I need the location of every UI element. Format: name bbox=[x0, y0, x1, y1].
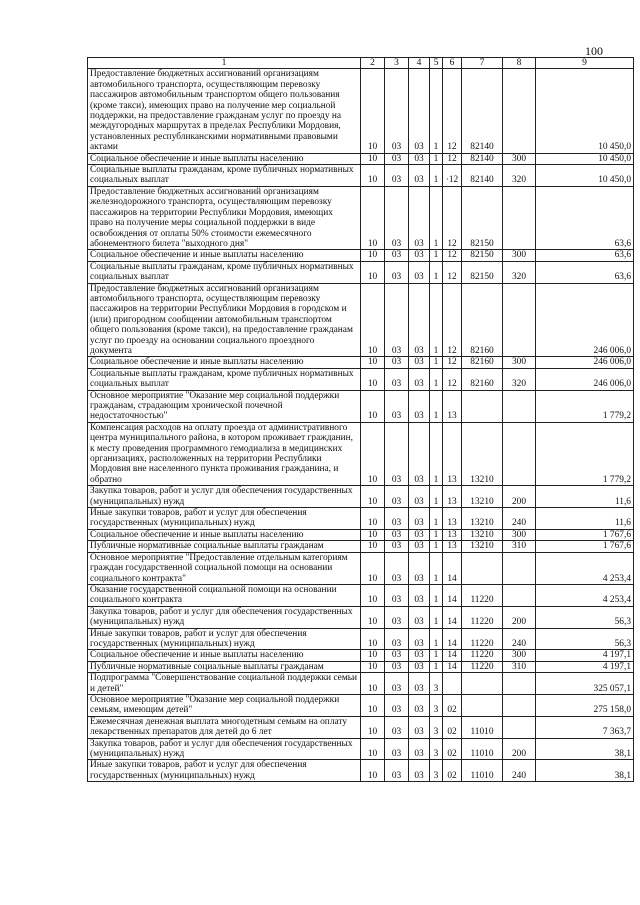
code-cell-c5: 1 bbox=[430, 165, 443, 187]
row-name: Предоставление бюджетных ассигнований организациям железнодорожного транспорта, осуществляющим перевозку пассажиров на территории Республики Мордовия, имеющих право на получение меры социальной поддержки в виде освобождения от оплаты 50% стоимости ежемесячного абонементного билета "выходного дня" bbox=[88, 186, 361, 249]
code-cell-c4: 03 bbox=[409, 552, 430, 584]
code-cell-c7: 13210 bbox=[462, 541, 503, 552]
code-cell-c3: 03 bbox=[385, 153, 409, 164]
code-cell-c7: 11010 bbox=[462, 738, 503, 760]
code-cell-c7: 11010 bbox=[462, 716, 503, 738]
code-cell-c6: ·12 bbox=[443, 165, 462, 187]
code-cell-c7: 11220 bbox=[462, 606, 503, 628]
row-name: Социальные выплаты гражданам, кроме публичных нормативных социальных выплат bbox=[88, 261, 361, 283]
code-cell-c6: 14 bbox=[443, 584, 462, 606]
code-cell-c4: 03 bbox=[409, 165, 430, 187]
code-cell-c2: 10 bbox=[361, 486, 385, 508]
code-cell-c8: 300 bbox=[503, 529, 536, 540]
code-cell-c6 bbox=[443, 673, 462, 695]
row-name: Публичные нормативные социальные выплаты гражданам bbox=[88, 661, 361, 672]
code-cell-c7: 13210 bbox=[462, 486, 503, 508]
code-cell-c5: 1 bbox=[430, 541, 443, 552]
code-cell-c2: 10 bbox=[361, 694, 385, 716]
amount-cell: 10 450,0 bbox=[536, 69, 634, 153]
table-row bbox=[88, 650, 634, 661]
code-cell-c5: 1 bbox=[430, 69, 443, 153]
code-cell-c7 bbox=[462, 552, 503, 584]
code-cell-c8: 320 bbox=[503, 368, 536, 390]
page-number: 100 bbox=[585, 44, 603, 58]
code-cell-c4: 03 bbox=[409, 650, 430, 661]
code-cell-c3: 03 bbox=[385, 673, 409, 695]
amount-cell: 4 197,1 bbox=[536, 650, 634, 661]
row-name: Ежемесячная денежная выплата многодетным семьям на оплату лекарственных препаратов для детей до 6 лет bbox=[88, 716, 361, 738]
code-cell-c4: 03 bbox=[409, 283, 430, 357]
code-cell-c3: 03 bbox=[385, 357, 409, 368]
code-cell-c2: 10 bbox=[361, 650, 385, 661]
code-cell-c4: 03 bbox=[409, 422, 430, 485]
code-cell-c2: 10 bbox=[361, 628, 385, 650]
code-cell-c2: 10 bbox=[361, 390, 385, 422]
amount-cell: 63,6 bbox=[536, 261, 634, 283]
code-cell-c3: 03 bbox=[385, 552, 409, 584]
code-cell-c3: 03 bbox=[385, 368, 409, 390]
code-cell-c6: 13 bbox=[443, 390, 462, 422]
code-cell-c3: 03 bbox=[385, 250, 409, 261]
code-cell-c7: 13210 bbox=[462, 529, 503, 540]
code-cell-c7: 82140 bbox=[462, 153, 503, 164]
row-name: Предоставление бюджетных ассигнований организациям автомобильного транспорта, осуществляющим перевозку пассажиров автомобильным транспортом общего пользования (кроме такси), имеющих право на получение мер социальной поддержки, на предоставление гражданам услуг по проезду на междугородных маршрутах в пределах Республики Мордовия, установленных республиканскими нормативными правовыми актами bbox=[88, 69, 361, 153]
code-cell-c8: 240 bbox=[503, 760, 536, 782]
code-cell-c5: 1 bbox=[430, 486, 443, 508]
code-cell-c6: 12 bbox=[443, 69, 462, 153]
code-cell-c5: 1 bbox=[430, 508, 443, 530]
amount-cell: 10 450,0 bbox=[536, 153, 634, 164]
code-cell-c2: 10 bbox=[361, 716, 385, 738]
code-cell-c4: 03 bbox=[409, 486, 430, 508]
budget-table bbox=[87, 57, 634, 782]
code-cell-c3: 03 bbox=[385, 694, 409, 716]
code-cell-c3: 03 bbox=[385, 186, 409, 249]
code-cell-c3: 03 bbox=[385, 422, 409, 485]
code-cell-c3: 03 bbox=[385, 650, 409, 661]
code-cell-c2: 10 bbox=[361, 368, 385, 390]
amount-cell: 38,1 bbox=[536, 760, 634, 782]
amount-cell: 11,6 bbox=[536, 508, 634, 530]
code-cell-c7 bbox=[462, 673, 503, 695]
code-cell-c8: 240 bbox=[503, 508, 536, 530]
row-name: Основное мероприятие "Предоставление отдельным категориям граждан государственной социальной помощи на основании социального контракта" bbox=[88, 552, 361, 584]
code-cell-c3: 03 bbox=[385, 661, 409, 672]
amount-cell: 63,6 bbox=[536, 250, 634, 261]
amount-cell: 10 450,0 bbox=[536, 165, 634, 187]
code-cell-c5: 1 bbox=[430, 261, 443, 283]
code-cell-c5: 1 bbox=[430, 529, 443, 540]
code-cell-c5: 1 bbox=[430, 650, 443, 661]
code-cell-c4: 03 bbox=[409, 390, 430, 422]
code-cell-c5: 1 bbox=[430, 422, 443, 485]
code-cell-c2: 10 bbox=[361, 584, 385, 606]
row-name: Социальное обеспечение и иные выплаты населению bbox=[88, 529, 361, 540]
code-cell-c2: 10 bbox=[361, 738, 385, 760]
code-cell-c4: 03 bbox=[409, 357, 430, 368]
code-cell-c5: 1 bbox=[430, 552, 443, 584]
header-cell: 5 bbox=[430, 58, 443, 69]
code-cell-c2: 10 bbox=[361, 261, 385, 283]
code-cell-c6: 14 bbox=[443, 628, 462, 650]
table-row bbox=[88, 628, 634, 650]
code-cell-c7: 11220 bbox=[462, 584, 503, 606]
code-cell-c6: 13 bbox=[443, 529, 462, 540]
table-row bbox=[88, 584, 634, 606]
row-name: Социальное обеспечение и иные выплаты населению bbox=[88, 357, 361, 368]
code-cell-c6: 13 bbox=[443, 486, 462, 508]
table-row bbox=[88, 508, 634, 530]
code-cell-c4: 03 bbox=[409, 368, 430, 390]
code-cell-c6: 14 bbox=[443, 552, 462, 584]
code-cell-c7: 82160 bbox=[462, 368, 503, 390]
header-cell: 2 bbox=[361, 58, 385, 69]
row-name: Социальное обеспечение и иные выплаты населению bbox=[88, 250, 361, 261]
table-row bbox=[88, 422, 634, 485]
amount-cell: 63,6 bbox=[536, 186, 634, 249]
row-name: Социальные выплаты гражданам, кроме публичных нормативных социальных выплат bbox=[88, 368, 361, 390]
code-cell-c7: 11220 bbox=[462, 628, 503, 650]
row-name: Публичные нормативные социальные выплаты гражданам bbox=[88, 541, 361, 552]
amount-cell: 4 253,4 bbox=[536, 552, 634, 584]
table-row bbox=[88, 738, 634, 760]
code-cell-c5: 1 bbox=[430, 390, 443, 422]
code-cell-c4: 03 bbox=[409, 716, 430, 738]
row-name: Основное мероприятие "Оказание мер социальной поддержки семьям, имеющим детей" bbox=[88, 694, 361, 716]
table-row bbox=[88, 357, 634, 368]
code-cell-c6: 02 bbox=[443, 694, 462, 716]
code-cell-c7: 82150 bbox=[462, 186, 503, 249]
code-cell-c6: 12 bbox=[443, 283, 462, 357]
amount-cell: 1 767,6 bbox=[536, 529, 634, 540]
code-cell-c8 bbox=[503, 552, 536, 584]
code-cell-c7: 11220 bbox=[462, 661, 503, 672]
code-cell-c4: 03 bbox=[409, 628, 430, 650]
code-cell-c7: 82140 bbox=[462, 165, 503, 187]
code-cell-c8 bbox=[503, 69, 536, 153]
code-cell-c2: 10 bbox=[361, 508, 385, 530]
code-cell-c7: 82150 bbox=[462, 261, 503, 283]
code-cell-c5: 1 bbox=[430, 186, 443, 249]
table-row bbox=[88, 661, 634, 672]
code-cell-c6: 14 bbox=[443, 661, 462, 672]
code-cell-c4: 03 bbox=[409, 186, 430, 249]
table-row bbox=[88, 606, 634, 628]
code-cell-c8: 320 bbox=[503, 165, 536, 187]
code-cell-c5: 1 bbox=[430, 153, 443, 164]
code-cell-c3: 03 bbox=[385, 390, 409, 422]
table-row bbox=[88, 390, 634, 422]
code-cell-c3: 03 bbox=[385, 529, 409, 540]
amount-cell: 325 057,1 bbox=[536, 673, 634, 695]
code-cell-c3: 03 bbox=[385, 165, 409, 187]
code-cell-c4: 03 bbox=[409, 673, 430, 695]
code-cell-c8: 310 bbox=[503, 541, 536, 552]
code-cell-c6: 02 bbox=[443, 760, 462, 782]
table-row bbox=[88, 486, 634, 508]
code-cell-c2: 10 bbox=[361, 69, 385, 153]
code-cell-c8: 300 bbox=[503, 153, 536, 164]
row-name: Иные закупки товаров, работ и услуг для обеспечения государственных (муниципальных) нужд bbox=[88, 628, 361, 650]
code-cell-c6: 13 bbox=[443, 541, 462, 552]
table-row bbox=[88, 261, 634, 283]
code-cell-c4: 03 bbox=[409, 261, 430, 283]
table-row bbox=[88, 368, 634, 390]
table-row bbox=[88, 673, 634, 695]
code-cell-c2: 10 bbox=[361, 357, 385, 368]
code-cell-c4: 03 bbox=[409, 69, 430, 153]
code-cell-c4: 03 bbox=[409, 153, 430, 164]
code-cell-c2: 10 bbox=[361, 760, 385, 782]
code-cell-c8 bbox=[503, 584, 536, 606]
row-name: Иные закупки товаров, работ и услуг для обеспечения государственных (муниципальных) нужд bbox=[88, 508, 361, 530]
row-name: Закупка товаров, работ и услуг для обеспечения государственных (муниципальных) нужд bbox=[88, 738, 361, 760]
header-cell: 9 bbox=[536, 58, 634, 69]
amount-cell: 11,6 bbox=[536, 486, 634, 508]
code-cell-c4: 03 bbox=[409, 738, 430, 760]
code-cell-c5: 1 bbox=[430, 606, 443, 628]
code-cell-c4: 03 bbox=[409, 694, 430, 716]
amount-cell: 56,3 bbox=[536, 606, 634, 628]
code-cell-c3: 03 bbox=[385, 738, 409, 760]
code-cell-c2: 10 bbox=[361, 606, 385, 628]
code-cell-c2: 10 bbox=[361, 186, 385, 249]
header-cell: 3 bbox=[385, 58, 409, 69]
code-cell-c4: 03 bbox=[409, 250, 430, 261]
amount-cell: 4 253,4 bbox=[536, 584, 634, 606]
code-cell-c3: 03 bbox=[385, 584, 409, 606]
row-name: Оказание государственной социальной помощи на основании социального контракта bbox=[88, 584, 361, 606]
code-cell-c8 bbox=[503, 673, 536, 695]
row-name: Закупка товаров, работ и услуг для обеспечения государственных (муниципальных) нужд bbox=[88, 606, 361, 628]
table-body bbox=[88, 69, 634, 782]
code-cell-c6: 14 bbox=[443, 606, 462, 628]
code-cell-c2: 10 bbox=[361, 541, 385, 552]
code-cell-c2: 10 bbox=[361, 153, 385, 164]
code-cell-c8: 300 bbox=[503, 250, 536, 261]
row-name: Закупка товаров, работ и услуг для обеспечения государственных (муниципальных) нужд bbox=[88, 486, 361, 508]
header-cell: 8 bbox=[503, 58, 536, 69]
code-cell-c4: 03 bbox=[409, 661, 430, 672]
code-cell-c6: 12 bbox=[443, 357, 462, 368]
header-cell: 1 bbox=[88, 58, 361, 69]
code-cell-c4: 03 bbox=[409, 760, 430, 782]
code-cell-c6: 12 bbox=[443, 261, 462, 283]
code-cell-c5: 3 bbox=[430, 694, 443, 716]
table-row bbox=[88, 552, 634, 584]
code-cell-c3: 03 bbox=[385, 486, 409, 508]
row-name: Основное мероприятие "Оказание мер социальной поддержки гражданам, страдающим хронической почечной недостаточностью" bbox=[88, 390, 361, 422]
amount-cell: 56,3 bbox=[536, 628, 634, 650]
code-cell-c5: 1 bbox=[430, 628, 443, 650]
code-cell-c6: 14 bbox=[443, 650, 462, 661]
code-cell-c5: 3 bbox=[430, 673, 443, 695]
table-row bbox=[88, 760, 634, 782]
header-cell: 7 bbox=[462, 58, 503, 69]
code-cell-c2: 10 bbox=[361, 529, 385, 540]
code-cell-c2: 10 bbox=[361, 283, 385, 357]
amount-cell: 246 006,0 bbox=[536, 357, 634, 368]
table-row bbox=[88, 694, 634, 716]
code-cell-c8: 240 bbox=[503, 628, 536, 650]
header-row bbox=[88, 58, 634, 69]
code-cell-c8 bbox=[503, 186, 536, 249]
code-cell-c7: 82150 bbox=[462, 250, 503, 261]
code-cell-c6: 02 bbox=[443, 716, 462, 738]
code-cell-c7: 13210 bbox=[462, 422, 503, 485]
row-name: Социальные выплаты гражданам, кроме публичных нормативных социальных выплат bbox=[88, 165, 361, 187]
code-cell-c5: 3 bbox=[430, 760, 443, 782]
code-cell-c7 bbox=[462, 390, 503, 422]
code-cell-c8: 320 bbox=[503, 261, 536, 283]
amount-cell: 4 197,1 bbox=[536, 661, 634, 672]
code-cell-c2: 10 bbox=[361, 165, 385, 187]
code-cell-c7: 82160 bbox=[462, 283, 503, 357]
code-cell-c8 bbox=[503, 422, 536, 485]
code-cell-c4: 03 bbox=[409, 606, 430, 628]
code-cell-c3: 03 bbox=[385, 606, 409, 628]
amount-cell: 7 363,7 bbox=[536, 716, 634, 738]
code-cell-c8: 200 bbox=[503, 486, 536, 508]
table-row bbox=[88, 69, 634, 153]
table-row bbox=[88, 529, 634, 540]
code-cell-c3: 03 bbox=[385, 261, 409, 283]
code-cell-c8: 300 bbox=[503, 650, 536, 661]
table-row bbox=[88, 283, 634, 357]
code-cell-c4: 03 bbox=[409, 529, 430, 540]
amount-cell: 246 006,0 bbox=[536, 368, 634, 390]
code-cell-c5: 1 bbox=[430, 283, 443, 357]
code-cell-c7 bbox=[462, 694, 503, 716]
row-name: Предоставление бюджетных ассигнований организациям автомобильного транспорта, осуществляющим перевозку пассажиров на территории Республики Мордовия в городском и (или) пригородном сообщении автомобильным транспортом общего пользования (кроме такси), на предоставление гражданам услуг по проезду на основании социального проездного документа bbox=[88, 283, 361, 357]
code-cell-c6: 02 bbox=[443, 738, 462, 760]
code-cell-c2: 10 bbox=[361, 422, 385, 485]
code-cell-c6: 13 bbox=[443, 508, 462, 530]
code-cell-c7: 11010 bbox=[462, 760, 503, 782]
code-cell-c7: 13210 bbox=[462, 508, 503, 530]
code-cell-c3: 03 bbox=[385, 628, 409, 650]
code-cell-c5: 1 bbox=[430, 250, 443, 261]
code-cell-c6: 12 bbox=[443, 368, 462, 390]
code-cell-c5: 1 bbox=[430, 584, 443, 606]
amount-cell: 1 779,2 bbox=[536, 422, 634, 485]
table-row bbox=[88, 250, 634, 261]
code-cell-c6: 12 bbox=[443, 186, 462, 249]
code-cell-c6: 13 bbox=[443, 422, 462, 485]
code-cell-c8: 200 bbox=[503, 606, 536, 628]
code-cell-c3: 03 bbox=[385, 760, 409, 782]
amount-cell: 1 767,6 bbox=[536, 541, 634, 552]
code-cell-c5: 3 bbox=[430, 738, 443, 760]
code-cell-c2: 10 bbox=[361, 250, 385, 261]
code-cell-c2: 10 bbox=[361, 673, 385, 695]
row-name: Социальное обеспечение и иные выплаты населению bbox=[88, 153, 361, 164]
table-row bbox=[88, 541, 634, 552]
code-cell-c3: 03 bbox=[385, 69, 409, 153]
table-row bbox=[88, 153, 634, 164]
code-cell-c8: 200 bbox=[503, 738, 536, 760]
code-cell-c5: 1 bbox=[430, 661, 443, 672]
code-cell-c5: 1 bbox=[430, 357, 443, 368]
code-cell-c2: 10 bbox=[361, 552, 385, 584]
code-cell-c8 bbox=[503, 694, 536, 716]
code-cell-c4: 03 bbox=[409, 584, 430, 606]
code-cell-c6: 12 bbox=[443, 250, 462, 261]
code-cell-c3: 03 bbox=[385, 283, 409, 357]
row-name: Подпрограмма "Совершенствование социальной поддержки семьи и детей" bbox=[88, 673, 361, 695]
code-cell-c5: 1 bbox=[430, 368, 443, 390]
code-cell-c7: 11220 bbox=[462, 650, 503, 661]
amount-cell: 275 158,0 bbox=[536, 694, 634, 716]
code-cell-c8 bbox=[503, 716, 536, 738]
amount-cell: 38,1 bbox=[536, 738, 634, 760]
code-cell-c7: 82140 bbox=[462, 69, 503, 153]
header-cell: 4 bbox=[409, 58, 430, 69]
amount-cell: 246 006,0 bbox=[536, 283, 634, 357]
code-cell-c7: 82160 bbox=[462, 357, 503, 368]
code-cell-c4: 03 bbox=[409, 508, 430, 530]
code-cell-c8 bbox=[503, 390, 536, 422]
code-cell-c2: 10 bbox=[361, 661, 385, 672]
code-cell-c3: 03 bbox=[385, 508, 409, 530]
code-cell-c4: 03 bbox=[409, 541, 430, 552]
table-row bbox=[88, 186, 634, 249]
row-name: Социальное обеспечение и иные выплаты населению bbox=[88, 650, 361, 661]
row-name: Иные закупки товаров, работ и услуг для обеспечения государственных (муниципальных) нужд bbox=[88, 760, 361, 782]
code-cell-c3: 03 bbox=[385, 541, 409, 552]
header-cell: 6 bbox=[443, 58, 462, 69]
table-row bbox=[88, 165, 634, 187]
amount-cell: 1 779,2 bbox=[536, 390, 634, 422]
code-cell-c8: 300 bbox=[503, 357, 536, 368]
code-cell-c6: 12 bbox=[443, 153, 462, 164]
code-cell-c8: 310 bbox=[503, 661, 536, 672]
table-row bbox=[88, 716, 634, 738]
code-cell-c3: 03 bbox=[385, 716, 409, 738]
code-cell-c8 bbox=[503, 283, 536, 357]
row-name: Компенсация расходов на оплату проезда от административного центра муниципального района, в котором проживает гражданин, к месту проведения программного гемодиализа в медицинских организациях, расположенных на территории Республики Мордовия вне населенного пункта проживания гражданина, и обратно bbox=[88, 422, 361, 485]
code-cell-c5: 3 bbox=[430, 716, 443, 738]
